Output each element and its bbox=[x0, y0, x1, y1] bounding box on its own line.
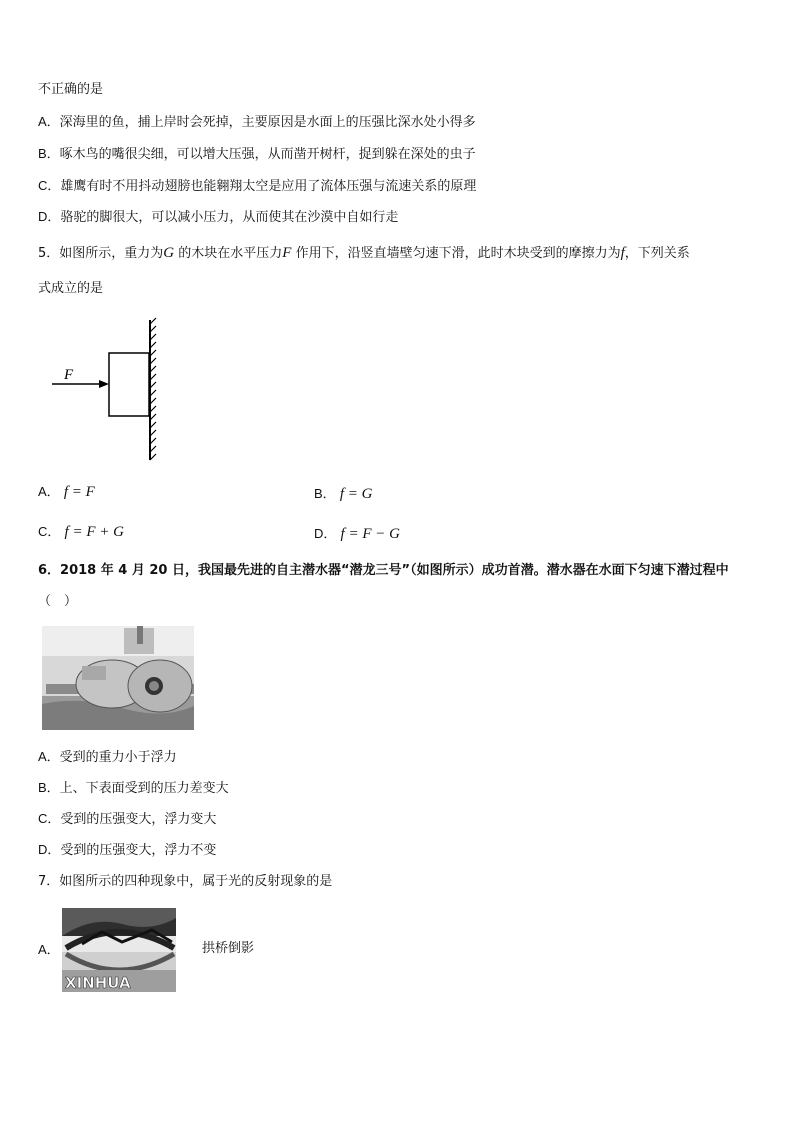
q4-tail: 不正确的是 bbox=[38, 82, 104, 97]
wood-block bbox=[109, 353, 149, 416]
q4-option-a: A．深海里的鱼，捕上岸时会死掉，主要原因是水面上的压强比深水处小得多 bbox=[38, 114, 476, 130]
q6-option-b: B．上、下表面受到的压力差变大 bbox=[38, 780, 229, 796]
xinhua-watermark: XINHUA bbox=[65, 974, 131, 992]
q6-option-d: D．受到的压强变大，浮力不变 bbox=[38, 842, 217, 858]
q6-stem: 6．2018 年 4 月 20 日，我国最先进的自主潜水器“潜龙三号”（如图所示）成功首潜。潜水器在水面下匀速下潜过程中 bbox=[38, 563, 729, 578]
q7-stem: 7．如图所示的四种现象中，属于光的反射现象的是 bbox=[38, 874, 333, 889]
arch-bridge-reflection-photo bbox=[62, 908, 176, 992]
q4-option-c: C．雄鹰有时不用抖动翅膀也能翱翔太空是应用了流体压强与流速关系的原理 bbox=[38, 178, 477, 194]
force-arrow-head bbox=[99, 380, 109, 388]
q7-option-a-text: 拱桥倒影 bbox=[202, 941, 255, 956]
q6-option-c: C．受到的压强变大，浮力变大 bbox=[38, 811, 217, 827]
q4-option-b: B．啄木鸟的嘴很尖细，可以增大压强，从而凿开树杆，捉到躲在深处的虫子 bbox=[38, 146, 476, 162]
q7-option-a-label: A． bbox=[38, 942, 60, 957]
q5-option-d: D． f = F − G bbox=[314, 526, 400, 542]
q5-option-b: B． f = G bbox=[314, 486, 373, 502]
force-label: F bbox=[64, 367, 74, 383]
q5-block-wall-figure bbox=[40, 316, 170, 466]
q6-option-a: A．受到的重力小于浮力 bbox=[38, 749, 177, 765]
q5-stem-line2: 式成立的是 bbox=[38, 281, 104, 296]
q5-option-a: A． f = F bbox=[38, 484, 95, 500]
q5-option-c: C． f = F + G bbox=[38, 524, 124, 540]
q4-option-d: D．骆驼的脚很大，可以减小压力，从而使其在沙漠中自如行走 bbox=[38, 209, 399, 225]
submersible-photo bbox=[42, 626, 194, 730]
q6-stem-line2: （ ） bbox=[38, 594, 78, 609]
q5-stem: 5．如图所示，重力为G 的木块在水平压力F 作用下，沿竖直墙壁匀速下滑，此时木块受到的摩擦力为f，下列关系 bbox=[38, 245, 690, 261]
